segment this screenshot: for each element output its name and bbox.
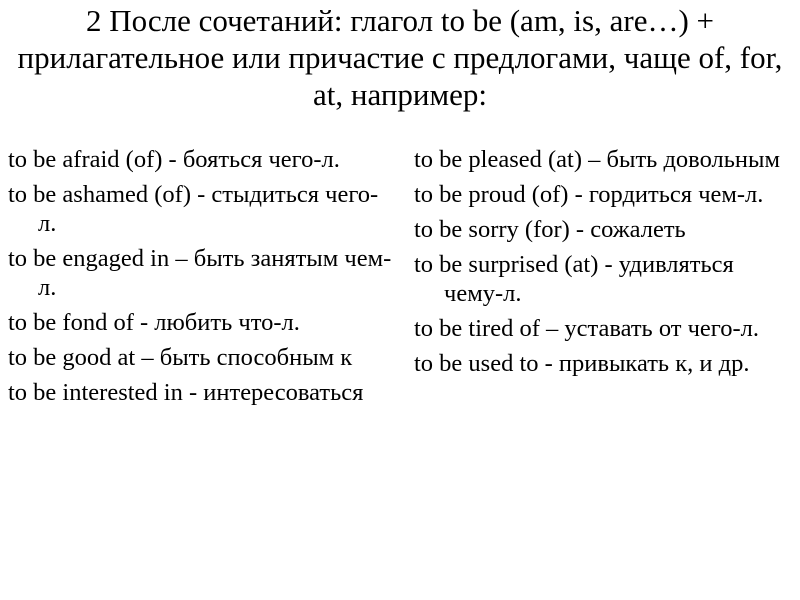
slide-title: 2 После сочетаний: глагол to be (am, is, are…) + прилагательное или причастие с предлогами, чаще of, for, at, например: [17,3,783,112]
right-column-list [414,145,794,384]
list-item: to be interested in - интересоваться [8,379,364,406]
list-item: to be afraid (of) - бояться чего-л. [8,146,340,173]
list-item: to be used to - привыкать к, и др. [414,350,750,377]
list-item: to be fond of - любить что-л. [8,309,300,336]
list-item: to be ashamed (of) - стыдиться чего-л. [8,181,379,237]
list-item: to be pleased (at) – быть довольным [414,146,780,173]
list-item: to be sorry (for) - сожалеть [414,216,686,243]
list-item: to be tired of – уставать от чего-л. [414,315,760,342]
list-item: to be good at – быть способным к [8,344,353,371]
list-item: to be engaged in – быть занятым чем-л. [8,245,392,301]
list-item: to be proud (of) - гордиться чем-л. [414,181,764,208]
list-item: to be surprised (at) - удивляться чему-л. [414,251,734,307]
left-column-list [8,145,393,413]
